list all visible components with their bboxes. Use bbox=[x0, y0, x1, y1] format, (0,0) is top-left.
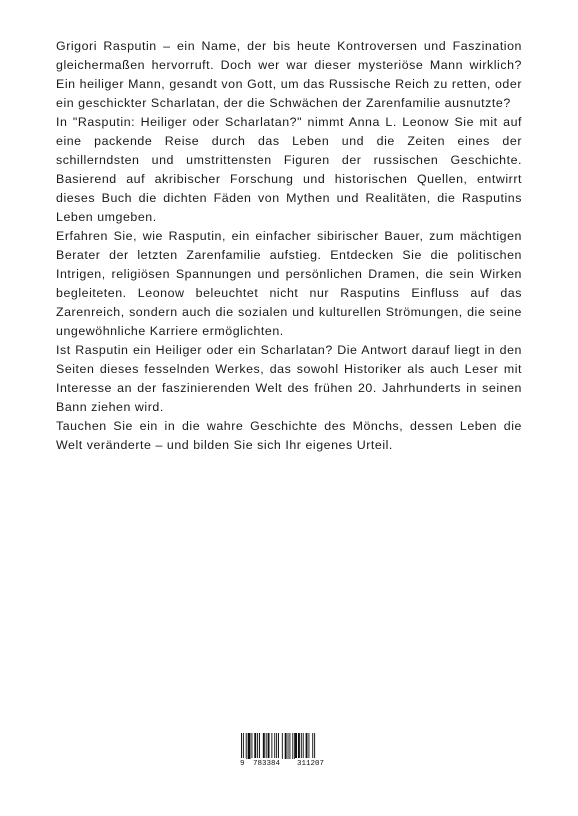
barcode-bar bbox=[292, 733, 293, 759]
barcode-group-right: 311207 bbox=[297, 760, 325, 768]
barcode-bar bbox=[306, 733, 308, 759]
barcode-bar bbox=[303, 733, 304, 759]
barcode-bar bbox=[246, 733, 247, 759]
barcode-bar bbox=[285, 733, 287, 759]
barcode-bar bbox=[288, 733, 289, 759]
barcode-bar bbox=[282, 733, 283, 759]
barcode-bar bbox=[257, 733, 258, 759]
barcode-bar bbox=[312, 733, 313, 759]
barcode-bar bbox=[301, 733, 302, 759]
barcode-bar bbox=[263, 733, 265, 759]
blurb-text bbox=[56, 37, 522, 455]
barcode-bar bbox=[298, 733, 300, 759]
barcode-bar bbox=[259, 733, 260, 759]
barcode-bar bbox=[271, 733, 272, 759]
barcode-bar bbox=[266, 733, 267, 759]
barcode-bar bbox=[308, 733, 309, 759]
barcode-digit-first: 9 bbox=[240, 760, 245, 768]
paragraph-book-summary: In "Rasputin: Heiliger oder Scharlatan?" nimmt Anna L. Leonow Sie mit auf eine packende Reise durch das Leben und die Zeiten eines der schillerndsten und umstrittensten Figuren der russischen Geschichte. Basierend auf akribischer Forschung und historischen Quellen, entwirrt dieses Buch die dichten Fäden von Mythen und Realitäten, die Rasputins Leben umgeben. bbox=[56, 115, 522, 224]
barcode-bar bbox=[268, 733, 270, 759]
paragraph-intro: Grigori Rasputin – ein Name, der bis heute Kontroversen und Faszination gleichermaßen hervorruft. Doch wer war dieser mysteriöse Mann wirklich? Ein heiliger Mann, gesandt von Gott, um das Russische Reich zu retten, oder ein geschickter Scharlatan, der die Schwächen der Zarenfamilie ausnutzte? bbox=[56, 39, 522, 110]
barcode-bar bbox=[276, 733, 277, 759]
paragraph-rise: Erfahren Sie, wie Rasputin, ein einfacher sibirischer Bauer, zum mächtigen Berater der letzten Zarenfamilie aufstieg. Entdecken Sie die politischen Intrigen, religiösen Spannungen und persönlichen Dramen, die sein Wirken begleiteten. Leonow beleuchtet nicht nur Rasputins Einfluss auf das Zarenreich, sondern auch die sozialen und kulturellen Strömungen, die seine ungewöhnliche Karriere ermöglichten. bbox=[56, 229, 522, 338]
barcode-bar bbox=[289, 733, 290, 759]
barcode-bar bbox=[248, 733, 251, 759]
barcode-bar bbox=[274, 733, 275, 759]
barcode-bar bbox=[251, 733, 252, 759]
barcode-bar bbox=[294, 733, 297, 759]
isbn-barcode bbox=[239, 733, 339, 771]
paragraph-closing: Tauchen Sie ein in die wahre Geschichte des Mönchs, dessen Leben die Welt veränderte – und bilden Sie sich Ihr eigenes Urteil. bbox=[56, 419, 522, 452]
barcode-digits bbox=[239, 758, 339, 770]
barcode-bar bbox=[254, 733, 256, 759]
barcode-group-left: 783384 bbox=[253, 760, 281, 768]
paragraph-question: Ist Rasputin ein Heiliger oder ein Scharlatan? Die Antwort darauf liegt in den Seiten dieses fesselnden Werkes, das sowohl Historiker als auch Leser mit Interesse an der faszinierenden Welt des frühen 20. Jahrhunderts in seinen Bann ziehen wird. bbox=[56, 343, 522, 414]
